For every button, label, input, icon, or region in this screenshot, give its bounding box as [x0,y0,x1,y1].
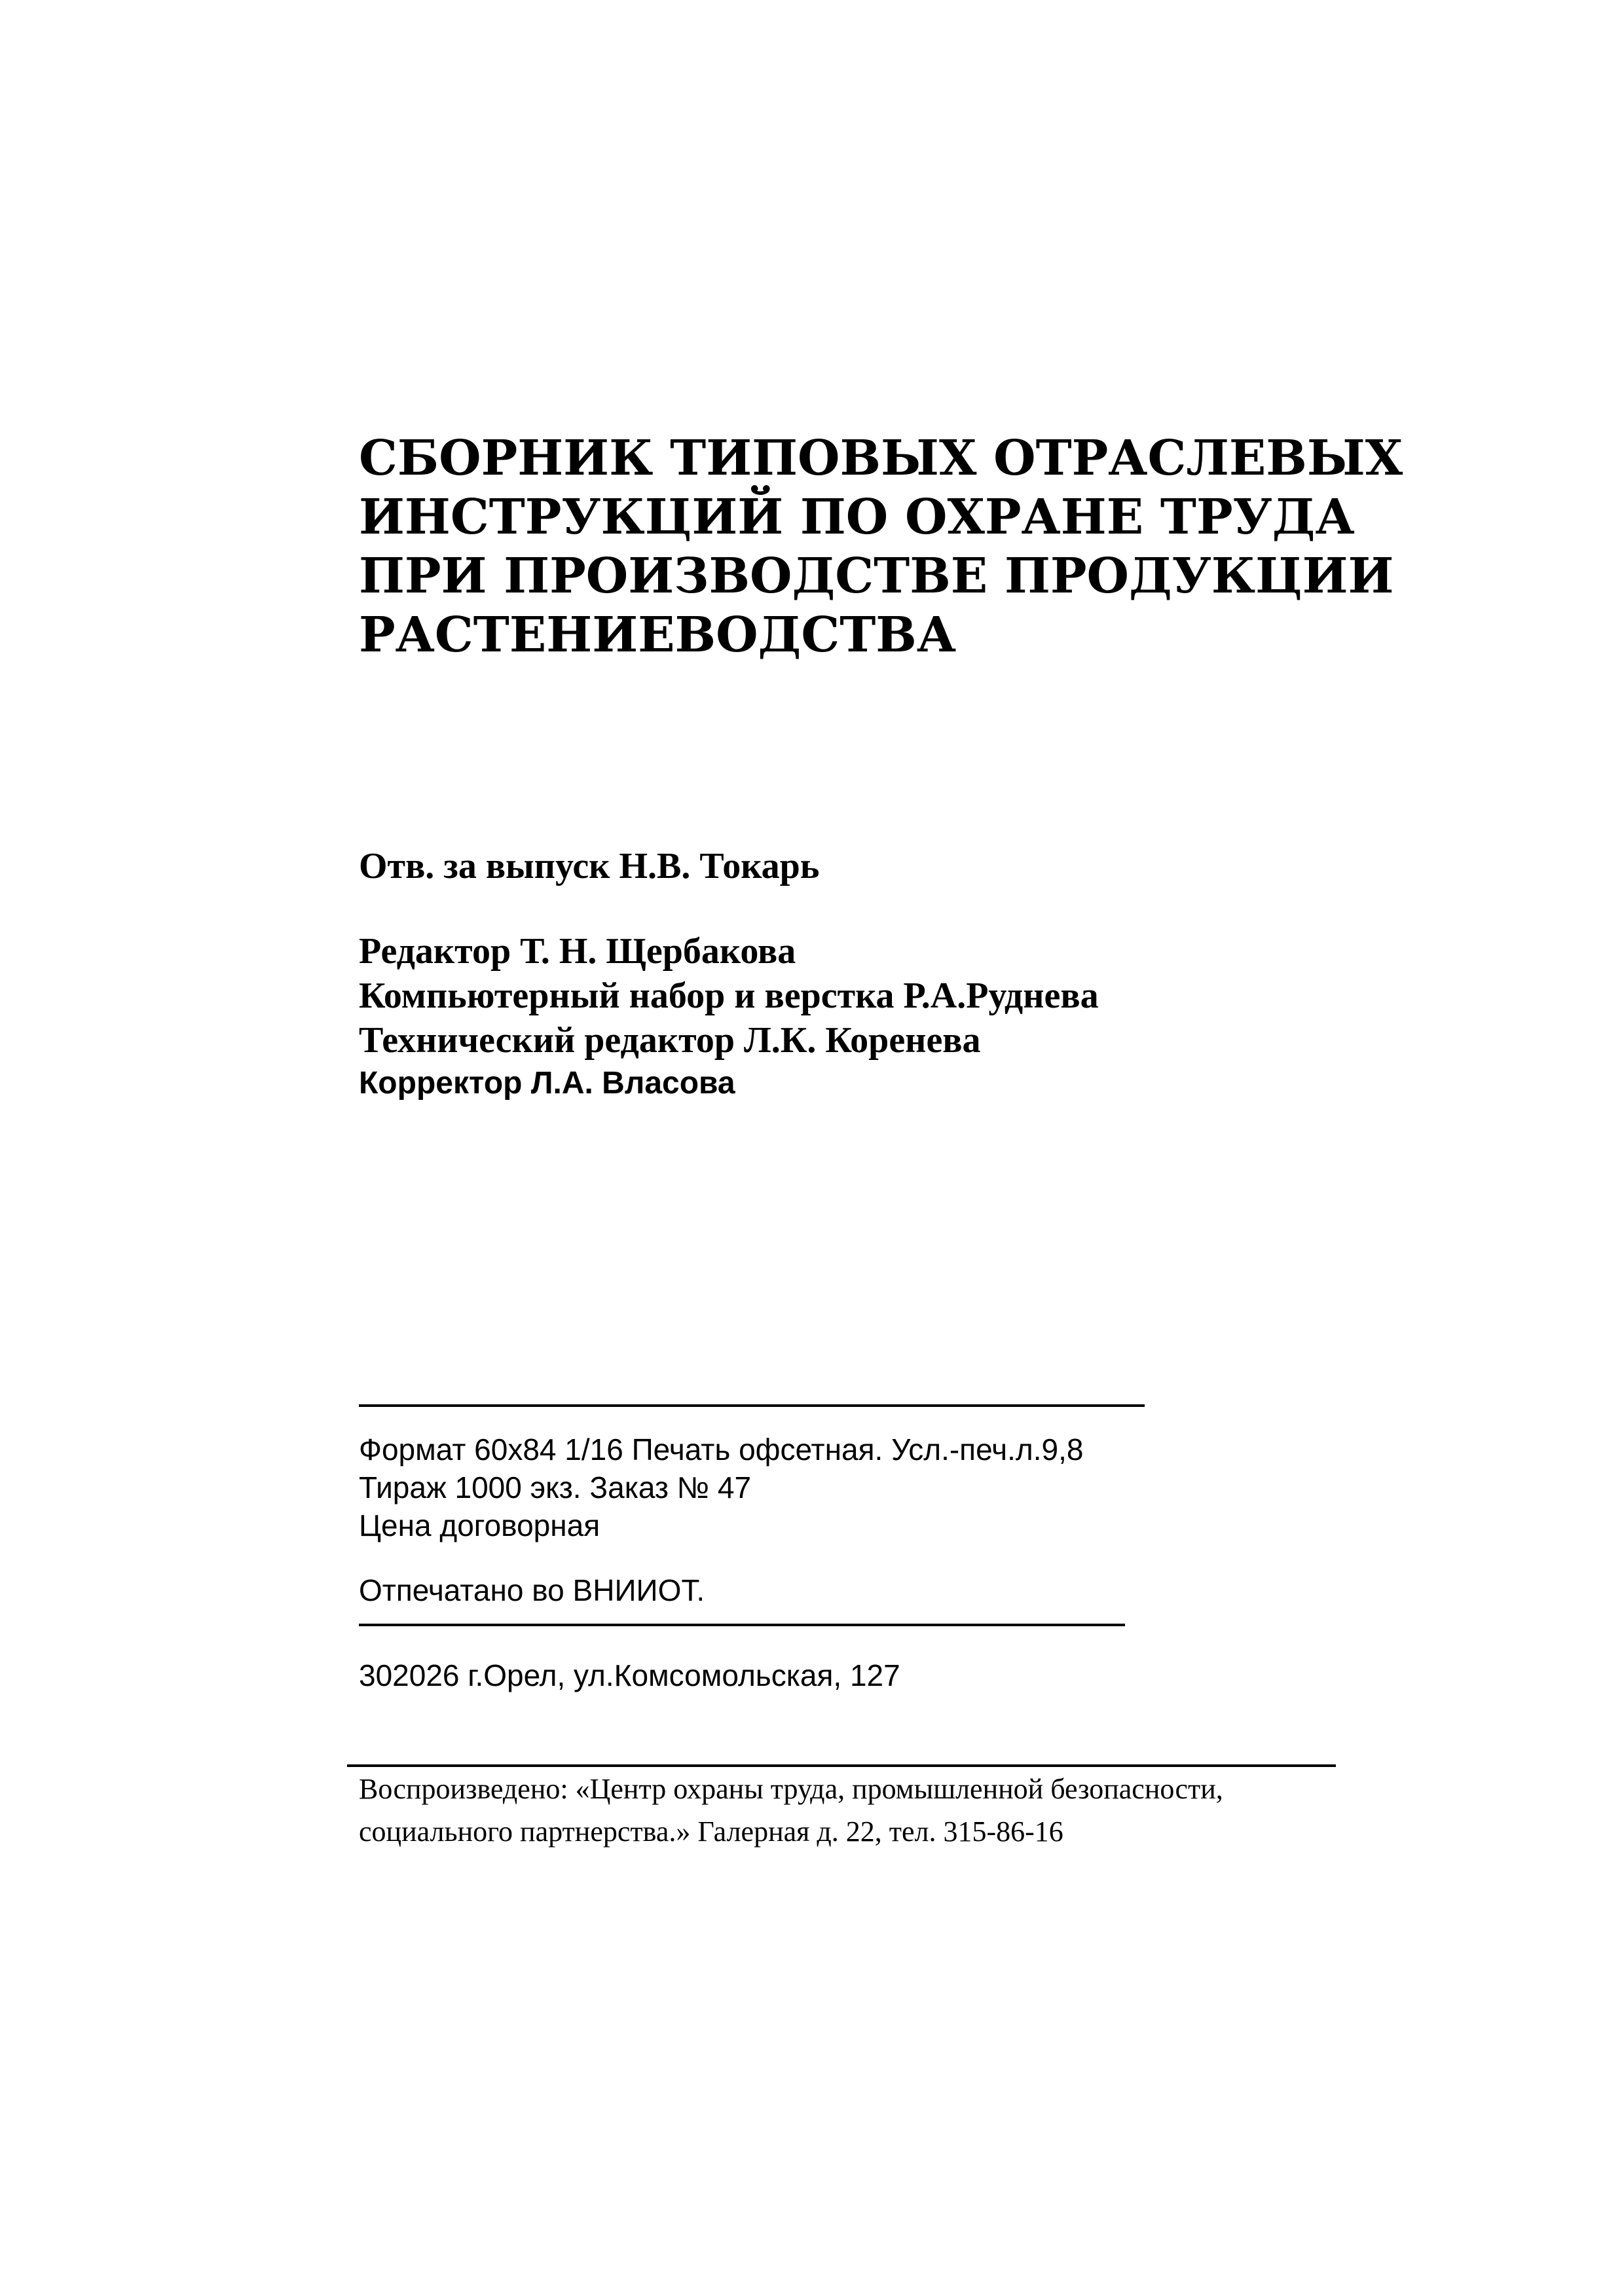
imprint-price: Цена договорная [359,1508,600,1542]
credit-technical-editor: Технический редактор Л.К. Коренева [359,1020,981,1061]
credit-responsible: Отв. за выпуск Н.В. Токарь [359,846,820,886]
credit-editor: Редактор Т. Н. Щербакова [359,931,796,972]
imprint-printed-at: Отпечатано во ВНИИОТ. [359,1573,705,1607]
title-line-3: ПРИ ПРОИЗВОДСТВЕ ПРОДУКЦИИ [359,548,1394,604]
reproduction-note-line-1: Воспроизведено: «Центр охраны труда, промышленной безопасности, [359,1773,1223,1805]
imprint-format: Формат 60x84 1/16 Печать офсетная. Усл.-печ.л.9,8 [359,1432,1084,1467]
imprint-address: 302026 г.Орел, ул.Комсомольская, 127 [359,1658,900,1692]
divider-top [359,1404,1145,1407]
credit-corrector: Корректор Л.А. Власова [359,1066,735,1101]
divider-middle [359,1624,1125,1626]
title-line-1: СБОРНИК ТИПОВЫХ ОТРАСЛЕВЫХ [359,430,1403,486]
reproduction-note-line-2: социального партнерства.» Галерная д. 22, тел. 315-86-16 [359,1815,1063,1848]
credit-typesetting: Компьютерный набор и верстка Р.А.Руднева [359,975,1099,1016]
title-line-4: РАСТЕНИЕВОДСТВА [359,607,957,663]
title-line-2: ИНСТРУКЦИЙ ПО ОХРАНЕ ТРУДА [359,489,1355,545]
divider-bottom [347,1764,1336,1767]
document-title [359,429,1403,665]
imprint-print-run: Тираж 1000 экз. Заказ № 47 [359,1470,752,1504]
